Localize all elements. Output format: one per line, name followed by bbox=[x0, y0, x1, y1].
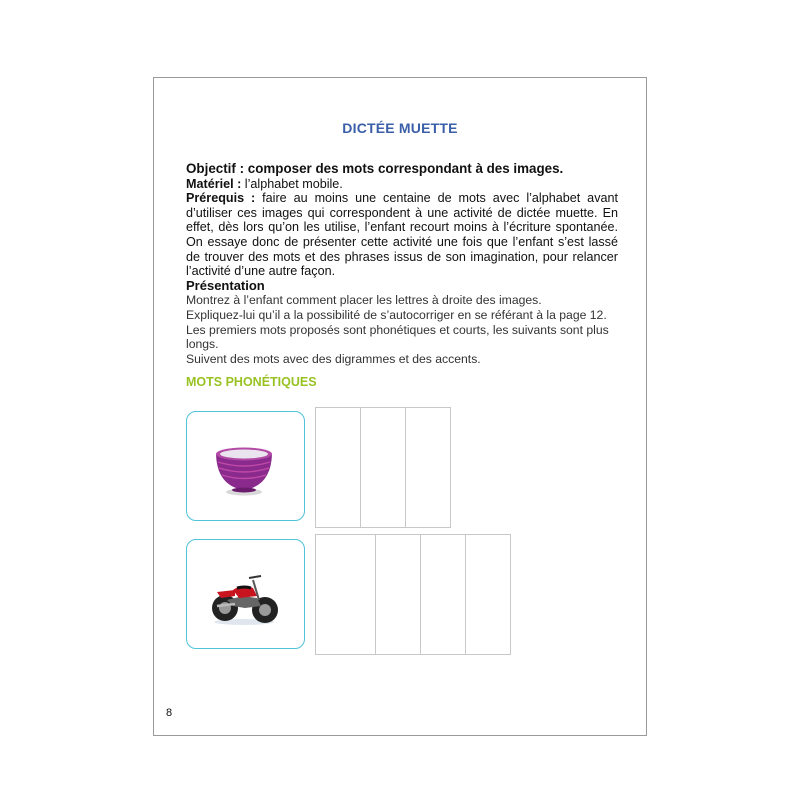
presentation-line: Montrez à l’enfant comment placer les lettres à droite des images. bbox=[186, 293, 542, 308]
objective: Objectif : composer des mots correspondant à des images. bbox=[186, 161, 564, 176]
letter-box[interactable] bbox=[360, 407, 406, 528]
presentation-line: Les premiers mots proposés sont phonétiques et courts, les suivants sont plus longs. bbox=[186, 322, 609, 352]
letter-box[interactable] bbox=[420, 534, 466, 655]
presentation-line: Suivent des mots avec des digrammes et des accents. bbox=[186, 351, 481, 366]
prerequis-label: Prérequis : bbox=[186, 191, 256, 206]
letter-box[interactable] bbox=[315, 534, 376, 655]
instructions bbox=[186, 162, 618, 366]
section-heading: MOTS PHONÉTIQUES bbox=[186, 375, 317, 389]
page bbox=[153, 77, 647, 736]
materiel-label: Matériel : bbox=[186, 176, 242, 191]
image-card-motorcycle bbox=[186, 539, 305, 649]
letter-box[interactable] bbox=[375, 534, 421, 655]
page-title: DICTÉE MUETTE bbox=[342, 120, 458, 136]
letter-boxes-1 bbox=[316, 407, 451, 528]
presentation-heading: Présentation bbox=[186, 277, 265, 293]
motorcycle-image bbox=[187, 540, 303, 647]
materiel-text: l’alphabet mobile. bbox=[241, 176, 343, 191]
letter-box[interactable] bbox=[465, 534, 511, 655]
prerequis bbox=[186, 191, 618, 279]
prerequis-text: faire au moins une centaine de mots avec l’alphabet avant d’utiliser ces images qui correspondent à une activité de dictée muette. En effet, dès lors qu’on les utilise, l’enfant recourt moins à l’écriture spontanée. On essaye donc de présenter cette activité une fois que l’enfant s’est lassé de trouver des mots et des phrases issus de son imagination, pour relancer l’activité d’une autre façon. bbox=[186, 191, 618, 279]
image-card-bowl bbox=[186, 411, 305, 521]
letter-box[interactable] bbox=[405, 407, 451, 528]
presentation-line: Expliquez-lui qu’il a la possibilité de s’autocorriger en se référant à la page 12. bbox=[186, 307, 607, 322]
bowl-image bbox=[187, 412, 303, 519]
letter-boxes-2 bbox=[316, 534, 511, 655]
page-number: 8 bbox=[166, 707, 173, 719]
materiel bbox=[186, 177, 618, 192]
letter-box[interactable] bbox=[315, 407, 361, 528]
